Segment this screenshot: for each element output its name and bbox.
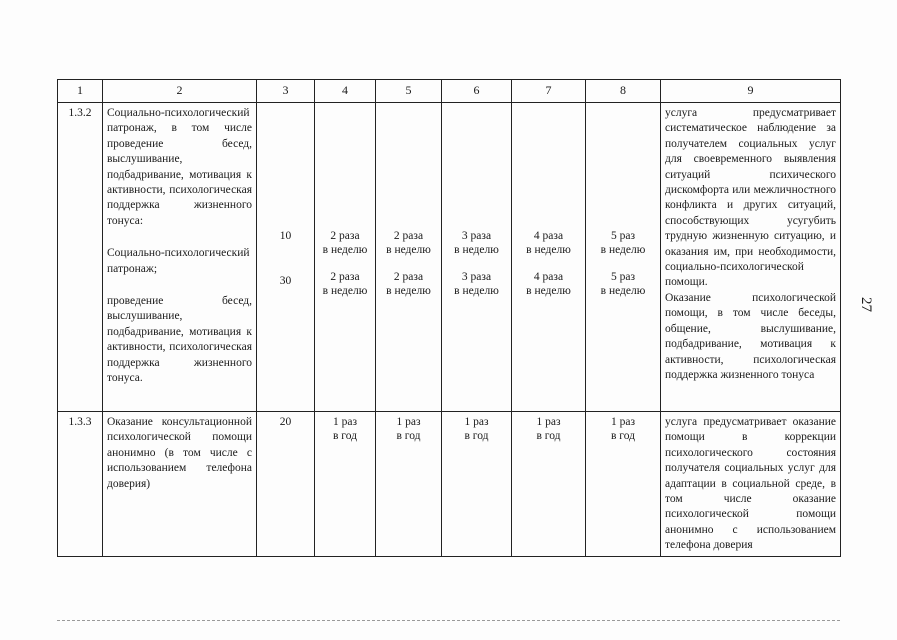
frequency-period: в год [332,430,357,442]
frequency-cell [442,103,512,412]
frequency-cell [586,412,661,557]
service-description: услуга предусматривает оказание помощи в коррекции психологического состояния получателя социальных услуг для адаптации в социальной среде, в том числе оказание психологической помощи анонимно с использованием телефона доверия [665,416,836,552]
frequency-count: 1 раз [396,416,421,428]
frequency-count: 2 раза [330,271,360,283]
frequency-count: 3 раза [461,271,492,283]
table-row [58,412,841,557]
frequency-cell [512,412,586,557]
header-cell: 8 [586,80,661,103]
frequency-period: в неделю [526,285,571,297]
service-description: услуга предусматривает систематическое наблюдение за получателем социальных услуг для своевременного выявления ситуаций психического дискомфорта или межличностного конфликта и других ситуаций, способствующих усугубить трудную жизненную ситуацию, и оказания им, при необходимости, социально-психологической помощи. [665,107,836,289]
service-name: Социально-психологический патронаж, в том числе проведение бесед, выслушивание, подбадривание, мотивация к активности, психологическая поддержка жизненного тонуса: [107,107,252,227]
frequency-cell [315,412,376,557]
frequency-count: 1 раз [464,416,489,428]
frequency-period: в неделю [454,244,499,256]
frequency-cell [315,103,376,412]
frequency-count: 1 раз [332,416,358,428]
frequency-period: в неделю [386,285,431,297]
norm-value: 20 [257,412,315,557]
frequency-period: в неделю [600,285,646,297]
frequency-period: в неделю [600,244,646,256]
frequency-cell [376,412,442,557]
description-cell [661,103,841,412]
frequency-period: в год [536,430,561,442]
header-cell: 5 [376,80,442,103]
frequency-count: 2 раза [393,271,424,283]
table-row [58,103,841,412]
page-number: 27 [858,297,874,312]
header-row [58,80,841,103]
frequency-count: 1 раз [536,416,561,428]
frequency-count: 4 раза [533,230,564,242]
norm-cell [257,103,315,412]
frequency-cell [586,103,661,412]
frequency-period: в год [464,430,489,442]
frequency-period: в неделю [322,285,368,297]
header-cell: 6 [442,80,512,103]
frequency-count: 2 раза [330,230,360,242]
service-description: Оказание психологической помощи, в том числе беседы, общение, выслушивание, подбадривание, мотивация к активности, психологическая поддержка жизненного тонуса [665,291,836,381]
header-cell: 1 [58,80,103,103]
frequency-count: 5 раз [610,230,636,242]
services-table [57,79,841,557]
header-cell: 9 [661,80,841,103]
frequency-period: в год [610,430,635,442]
row-code: 1.3.3 [58,412,103,557]
frequency-period: в неделю [386,244,431,256]
sub-service-name: Социально-психологический патронаж; [107,247,250,275]
frequency-cell [442,412,512,557]
sub-service-name: проведение бесед, выслушивание, подбадривание, мотивация к активности, психологическая поддержка жизненного тонуса. [107,295,252,385]
description-cell [661,412,841,557]
header-cell: 4 [315,80,376,103]
frequency-period: в неделю [322,244,368,256]
header-cell: 7 [512,80,586,103]
frequency-count: 2 раза [393,230,424,242]
frequency-cell [376,103,442,412]
page-bottom-rule [57,620,840,621]
frequency-count: 3 раза [461,230,492,242]
service-name-cell [103,412,257,557]
frequency-period: в год [396,430,421,442]
norm-value: 10 [279,230,292,242]
frequency-period: в неделю [526,244,571,256]
service-name: Оказание консультационной психологической помощи анонимно (в том числе с использованием телефона доверия) [107,416,252,490]
header-cell: 2 [103,80,257,103]
norm-value: 30 [279,275,292,288]
service-name-cell [103,103,257,412]
frequency-count: 4 раза [533,271,564,283]
row-code: 1.3.2 [58,103,103,412]
header-cell: 3 [257,80,315,103]
frequency-period: в неделю [454,285,499,297]
frequency-count: 5 раз [610,271,636,283]
frequency-count: 1 раз [610,416,636,428]
frequency-cell [512,103,586,412]
